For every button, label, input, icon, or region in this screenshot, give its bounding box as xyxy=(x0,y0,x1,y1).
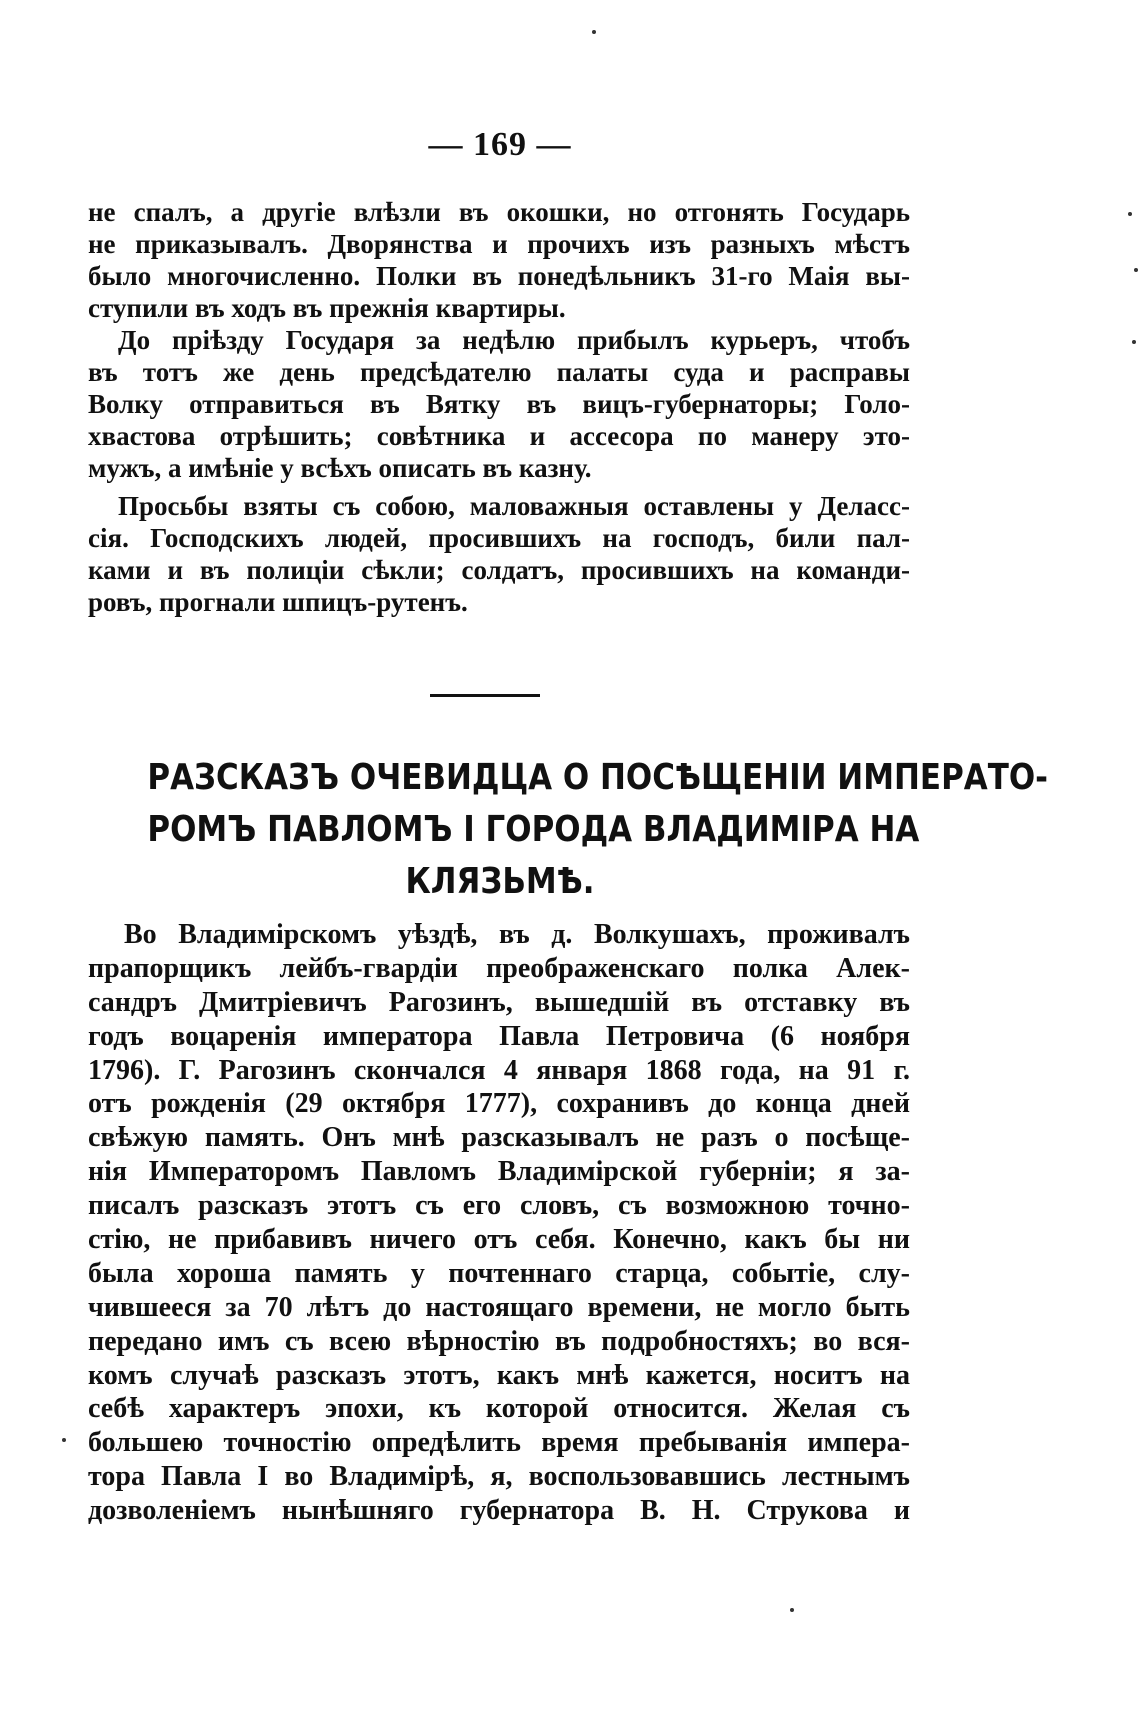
text-line: хвастова отрѣшить; совѣтника и ассесора по манеру это- xyxy=(88,421,910,451)
text-line: не приказывалъ. Дворянства и прочихъ изъ разныхъ мѣстъ xyxy=(88,229,910,259)
continuation-text xyxy=(88,196,910,618)
text-line: сія. Господскихъ людей, просившихъ на господъ, били пал- xyxy=(88,523,910,553)
title-line: РОМЪ ПАВЛОМЪ І ГОРОДА ВЛАДИМІРА НА xyxy=(147,809,920,850)
text-line: свѣжую память. Онъ мнѣ разсказывалъ не разъ о посѣще- xyxy=(88,1122,910,1154)
text-line: чившееся за 70 лѣтъ до настоящаго времени, не могло быть xyxy=(88,1291,910,1323)
article-body xyxy=(88,918,910,1528)
scan-speck xyxy=(1132,340,1136,344)
text-line: ровъ, прогнали шпицъ-рутенъ. xyxy=(88,587,468,617)
text-line: ками и въ полиціи сѣкли; солдатъ, просившихъ на команди- xyxy=(88,555,910,585)
text-line: 1796). Г. Рагозинъ скончался 4 января 1868 года, на 91 г. xyxy=(88,1054,910,1086)
title-line: РАЗСКАЗЪ ОЧЕВИДЦА О ПОСѢЩЕНІИ ИМПЕРАТО- xyxy=(147,757,1049,798)
section-divider xyxy=(430,694,540,697)
text-line: ступили въ ходъ въ прежнія квартиры. xyxy=(88,293,566,323)
text-line: комъ случаѣ разсказъ этотъ, какъ мнѣ кажется, носитъ на xyxy=(88,1359,910,1391)
text-line: До пріѣзду Государя за недѣлю прибылъ курьеръ, чтобъ xyxy=(118,325,910,355)
text-line: себѣ характеръ эпохи, къ которой относится. Желая съ xyxy=(88,1393,910,1425)
scan-speck xyxy=(62,1438,66,1442)
text-line: тора Павла І во Владимірѣ, я, воспользовавшись лестнымъ xyxy=(88,1461,910,1493)
text-line: Во Владимірскомъ уѣздѣ, въ д. Волкушахъ, проживалъ xyxy=(124,919,910,950)
text-line: годъ воцаренія императора Павла Петровича (6 ноября xyxy=(88,1020,910,1052)
page-number: — 169 — xyxy=(428,126,572,163)
text-line: Волку отправиться въ Вятку въ вицъ-губернаторы; Голо- xyxy=(88,389,910,419)
text-line: прапорщикъ лейбъ-гвардіи преображенскаго полка Алек- xyxy=(88,952,910,984)
text-line: сандръ Дмитріевичъ Рагозинъ, вышедшій въ отставку въ xyxy=(88,986,910,1018)
scan-speck xyxy=(592,30,596,34)
text-line: писалъ разсказъ этотъ съ его словъ, съ возможною точно- xyxy=(88,1190,910,1222)
text-line: было многочисленно. Полки въ понедѣльникъ 31-го Маія вы- xyxy=(88,261,910,291)
text-line: дозволеніемъ нынѣшняго губернатора В. Н. Струкова и xyxy=(88,1495,910,1527)
text-line: нія Императоромъ Павломъ Владимірской губерніи; я за- xyxy=(88,1156,910,1188)
text-line: стію, не прибавивъ ничего отъ себя. Конечно, какъ бы ни xyxy=(88,1224,910,1256)
text-line: не спалъ, а другіе влѣзли въ окошки, но отгонять Государь xyxy=(88,197,910,227)
scan-speck xyxy=(790,1608,794,1612)
text-line: мужъ, а имѣніе у всѣхъ описать въ казну. xyxy=(88,453,592,483)
scan-speck xyxy=(1134,268,1138,272)
text-line: отъ рожденія (29 октября 1777), сохранивъ до конца дней xyxy=(88,1088,910,1120)
scan-speck xyxy=(1128,212,1132,216)
text-line: въ тотъ же день предсѣдателю палаты суда и расправы xyxy=(88,357,910,387)
text-line: большею точностію опредѣлить время пребыванія импера- xyxy=(88,1427,910,1459)
text-line: Просьбы взяты съ собою, маловажныя оставлены у Деласс- xyxy=(118,491,910,521)
article-title xyxy=(147,752,1049,908)
text-line: была хороша память у почтеннаго старца, событіе, слу- xyxy=(88,1257,910,1289)
title-line: КЛЯЗЬМѢ. xyxy=(405,861,595,902)
text-line: передано имъ съ всею вѣрностію въ подробностяхъ; во вся- xyxy=(88,1325,910,1357)
